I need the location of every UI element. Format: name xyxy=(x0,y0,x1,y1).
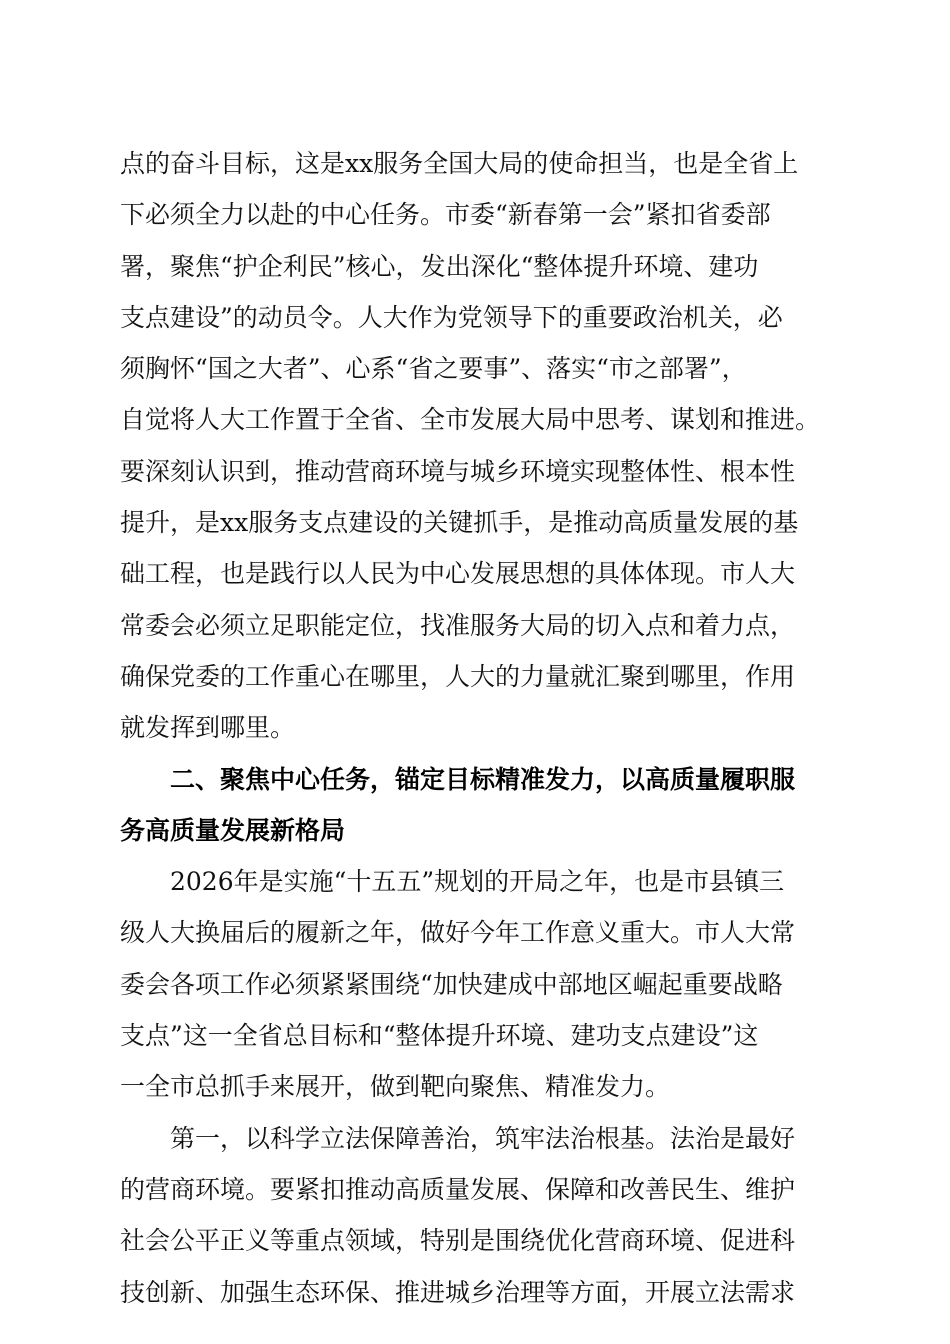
body-line: 确保党委的工作重心在哪里，人大的力量就汇聚到哪里，作用 xyxy=(120,661,796,691)
body-line: 委会各项工作必须紧紧围绕“加快建成中部地区崛起重要战略 xyxy=(120,969,783,999)
body-line: 的营商环境。要紧扣推动高质量发展、保障和改善民生、维护 xyxy=(120,1174,796,1204)
body-line: 2026年是实施“十五五”规划的开局之年，也是市县镇三 xyxy=(170,867,785,897)
body-line: 技创新、加强生态环保、推进城乡治理等方面，开展立法需求 xyxy=(120,1277,796,1307)
body-line: 支点”这一全省总目标和“整体提升环境、建功支点建设”这 xyxy=(120,1021,759,1051)
body-line: 支点建设”的动员令。人大作为党领导下的重要政治机关，必 xyxy=(120,302,783,332)
body-line: 署，聚焦“护企利民”核心，发出深化“整体提升环境、建功 xyxy=(120,251,759,281)
section-heading-line: 二、聚焦中心任务，锚定目标精准发力，以高质量履职服 xyxy=(170,764,796,794)
body-line: 础工程，也是践行以人民为中心发展思想的具体体现。市人大 xyxy=(120,559,796,589)
body-line: 一全市总抓手来展开，做到靶向聚焦、精准发力。 xyxy=(120,1072,671,1102)
body-line: 提升，是xx服务支点建设的关键抓手，是推动高质量发展的基 xyxy=(120,508,799,538)
body-line: 级人大换届后的履新之年，做好今年工作意义重大。市人大常 xyxy=(120,918,796,948)
body-line: 自觉将人大工作置于全省、全市发展大局中思考、谋划和推进。 xyxy=(120,405,821,435)
body-line: 点的奋斗目标，这是xx服务全国大局的使命担当，也是全省上 xyxy=(120,149,799,178)
body-line: 常委会必须立足职能定位，找准服务大局的切入点和着力点， xyxy=(120,610,796,640)
body-line: 要深刻认识到，推动营商环境与城乡环境实现整体性、根本性 xyxy=(120,456,796,486)
body-line: 下必须全力以赴的中心任务。市委“新春第一会”紧扣省委部 xyxy=(120,200,771,230)
body-line: 社会公平正义等重点领域，特别是围绕优化营商环境、促进科 xyxy=(120,1226,796,1256)
document-body xyxy=(120,138,840,1318)
body-line: 就发挥到哪里。 xyxy=(120,713,296,743)
body-line: 第一，以科学立法保障善治，筑牢法治根基。法治是最好 xyxy=(170,1123,796,1153)
body-line: 须胸怀“国之大者”、心系“省之要事”、落实“市之部署”， xyxy=(120,354,747,384)
section-heading-line: 务高质量发展新格局 xyxy=(120,815,346,845)
